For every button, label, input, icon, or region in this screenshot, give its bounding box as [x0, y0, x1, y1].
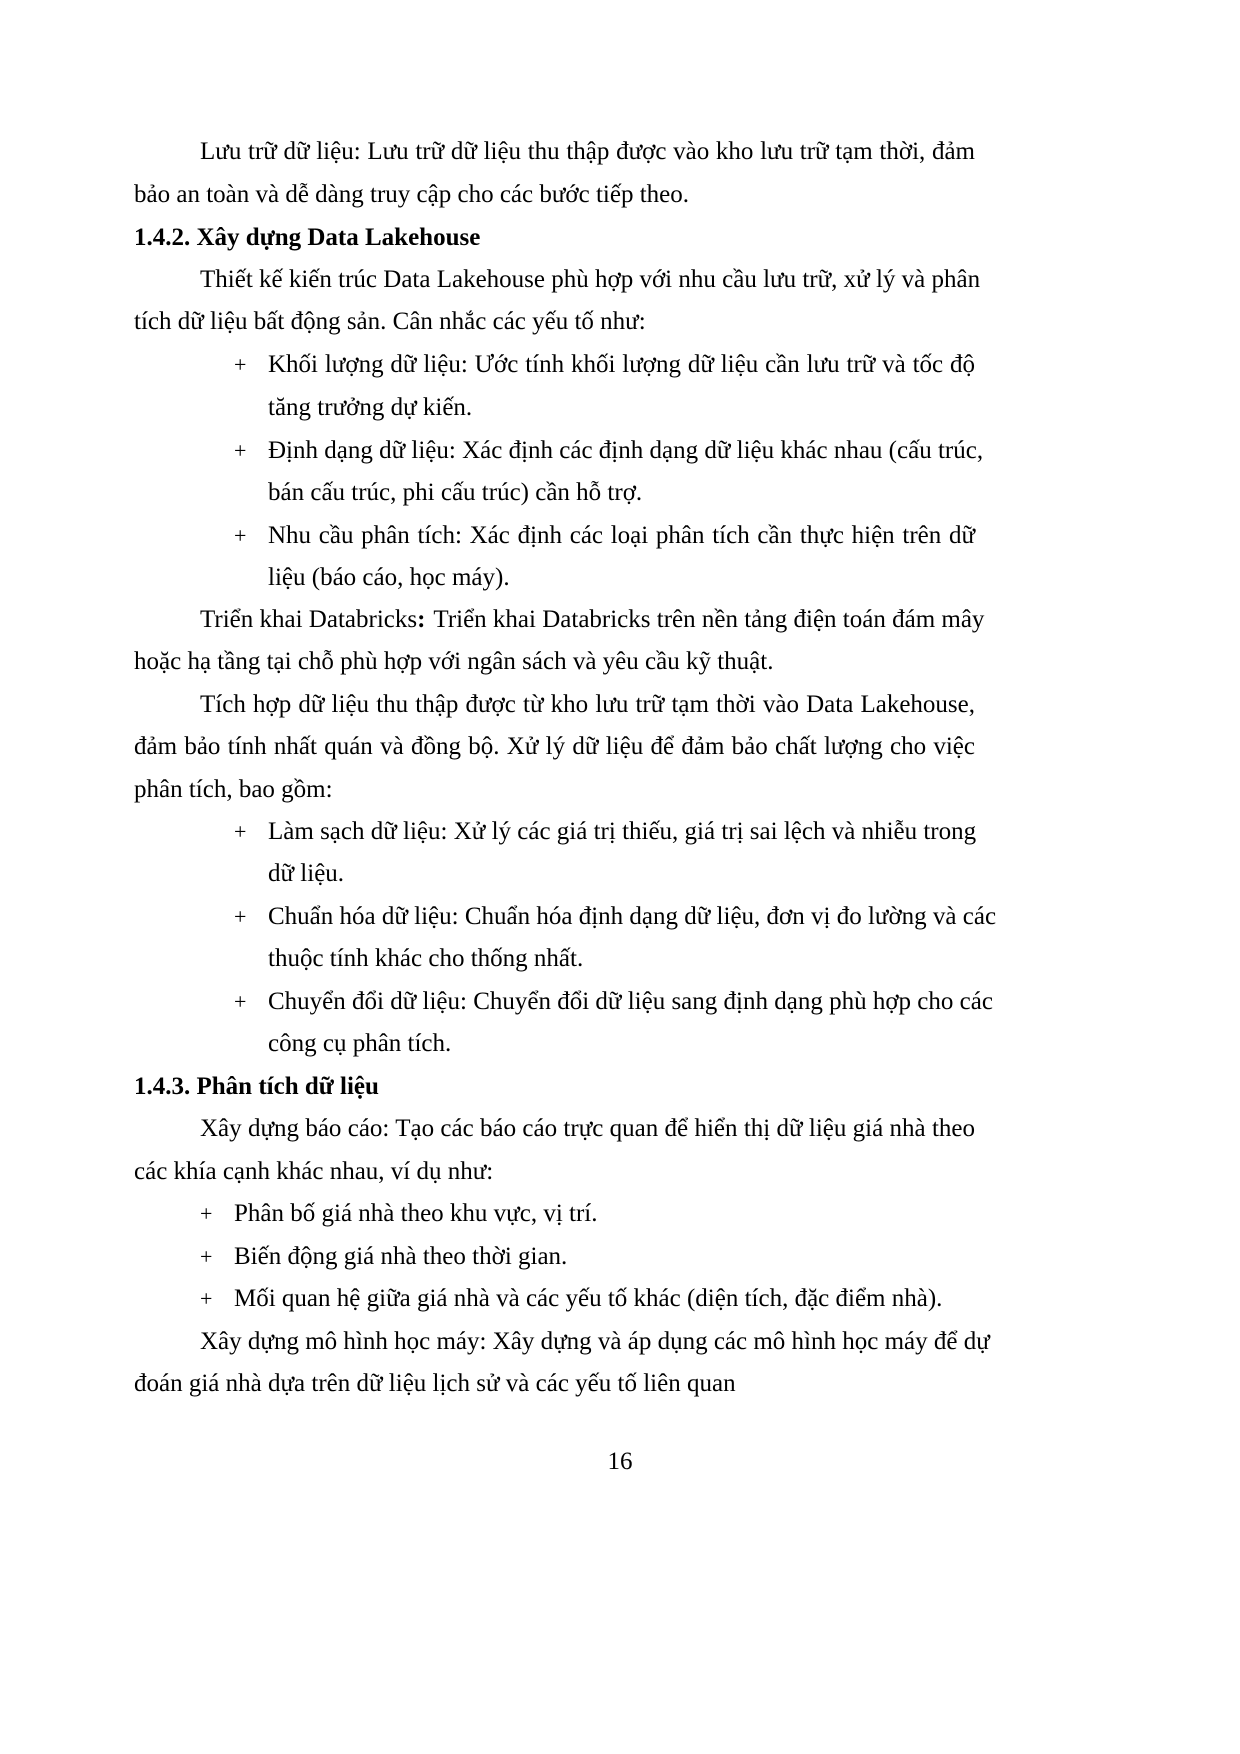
bullet-line: Định dạng dữ liệu: Xác định các định dạng dữ liệu khác nhau (cấu trúc,: [268, 437, 984, 464]
lead-colon: :: [417, 606, 426, 633]
paragraph-line: hoặc hạ tầng tại chỗ phù hợp với ngân sách và yêu cầu kỹ thuật.: [134, 648, 774, 675]
bullet-line: dữ liệu.: [268, 860, 345, 887]
bullet-line: thuộc tính khác cho thống nhất.: [268, 945, 584, 972]
bullet-line: Chuẩn hóa dữ liệu: Chuẩn hóa định dạng dữ liệu, đơn vị đo lường và các: [268, 903, 997, 930]
paragraph-line: Thiết kế kiến trúc Data Lakehouse phù hợp với nhu cầu lưu trữ, xử lý và phân: [200, 266, 981, 293]
section-heading-1-4-2: 1.4.2. Xây dựng Data Lakehouse: [134, 224, 481, 251]
paragraph-line: tích dữ liệu bất động sản. Cân nhắc các yếu tố như:: [134, 308, 646, 335]
bullet-line: tăng trưởng dự kiến.: [268, 394, 473, 421]
paragraph-line: Xây dựng báo cáo: Tạo các báo cáo trực quan để hiển thị dữ liệu giá nhà theo: [200, 1115, 975, 1142]
bullet-plus-icon: +: [234, 438, 247, 463]
paragraph-line: [200, 605, 985, 635]
bullet-plus-icon: +: [234, 819, 247, 844]
page-number: 16: [607, 1448, 633, 1475]
bullet-line: Phân bố giá nhà theo khu vực, vị trí.: [234, 1200, 598, 1227]
bullet-line: Chuyển đổi dữ liệu: Chuyển đổi dữ liệu sang định dạng phù hợp cho các: [268, 988, 993, 1015]
bullet-line: Khối lượng dữ liệu: Ước tính khối lượng dữ liệu cần lưu trữ và tốc độ: [268, 351, 975, 378]
bullet-line: công cụ phân tích.: [268, 1030, 452, 1057]
section-heading-1-4-3: 1.4.3. Phân tích dữ liệu: [134, 1073, 379, 1100]
bullet-line: bán cấu trúc, phi cấu trúc) cần hỗ trợ.: [268, 479, 643, 506]
paragraph-lead: Triển khai Databricks: [200, 606, 418, 633]
paragraph-line: các khía cạnh khác nhau, ví dụ như:: [134, 1158, 494, 1185]
bullet-line: Làm sạch dữ liệu: Xử lý các giá trị thiếu, giá trị sai lệch và nhiễu trong: [268, 818, 977, 845]
paragraph-line: bảo an toàn và dễ dàng truy cập cho các bước tiếp theo.: [134, 181, 690, 208]
paragraph-line: Lưu trữ dữ liệu: Lưu trữ dữ liệu thu thập được vào kho lưu trữ tạm thời, đảm: [200, 138, 975, 165]
bullet-plus-icon: +: [234, 523, 247, 548]
paragraph-line: Xây dựng mô hình học máy: Xây dựng và áp dụng các mô hình học máy để dự: [200, 1328, 990, 1355]
bullet-line: Biến động giá nhà theo thời gian.: [234, 1243, 568, 1270]
paragraph-line: đảm bảo tính nhất quán và đồng bộ. Xử lý dữ liệu để đảm bảo chất lượng cho việc: [134, 733, 975, 760]
bullet-plus-icon: +: [200, 1244, 213, 1269]
paragraph-line: Tích hợp dữ liệu thu thập được từ kho lưu trữ tạm thời vào Data Lakehouse,: [200, 691, 975, 718]
paragraph-rest: Triển khai Databricks trên nền tảng điện toán đám mây: [433, 606, 985, 633]
bullet-line: Mối quan hệ giữa giá nhà và các yếu tố khác (diện tích, đặc điểm nhà).: [234, 1285, 943, 1312]
paragraph-lead-wrapper: [200, 605, 425, 635]
paragraph-line: đoán giá nhà dựa trên dữ liệu lịch sử và các yếu tố liên quan: [134, 1370, 736, 1397]
bullet-plus-icon: +: [200, 1201, 213, 1226]
bullet-plus-icon: +: [200, 1286, 213, 1311]
bullet-line: liệu (báo cáo, học máy).: [268, 564, 510, 591]
bullet-plus-icon: +: [234, 989, 247, 1014]
bullet-plus-icon: +: [234, 352, 247, 377]
bullet-plus-icon: +: [234, 904, 247, 929]
paragraph-line: phân tích, bao gồm:: [134, 776, 333, 803]
bullet-line: Nhu cầu phân tích: Xác định các loại phân tích cần thực hiện trên dữ: [268, 522, 975, 549]
